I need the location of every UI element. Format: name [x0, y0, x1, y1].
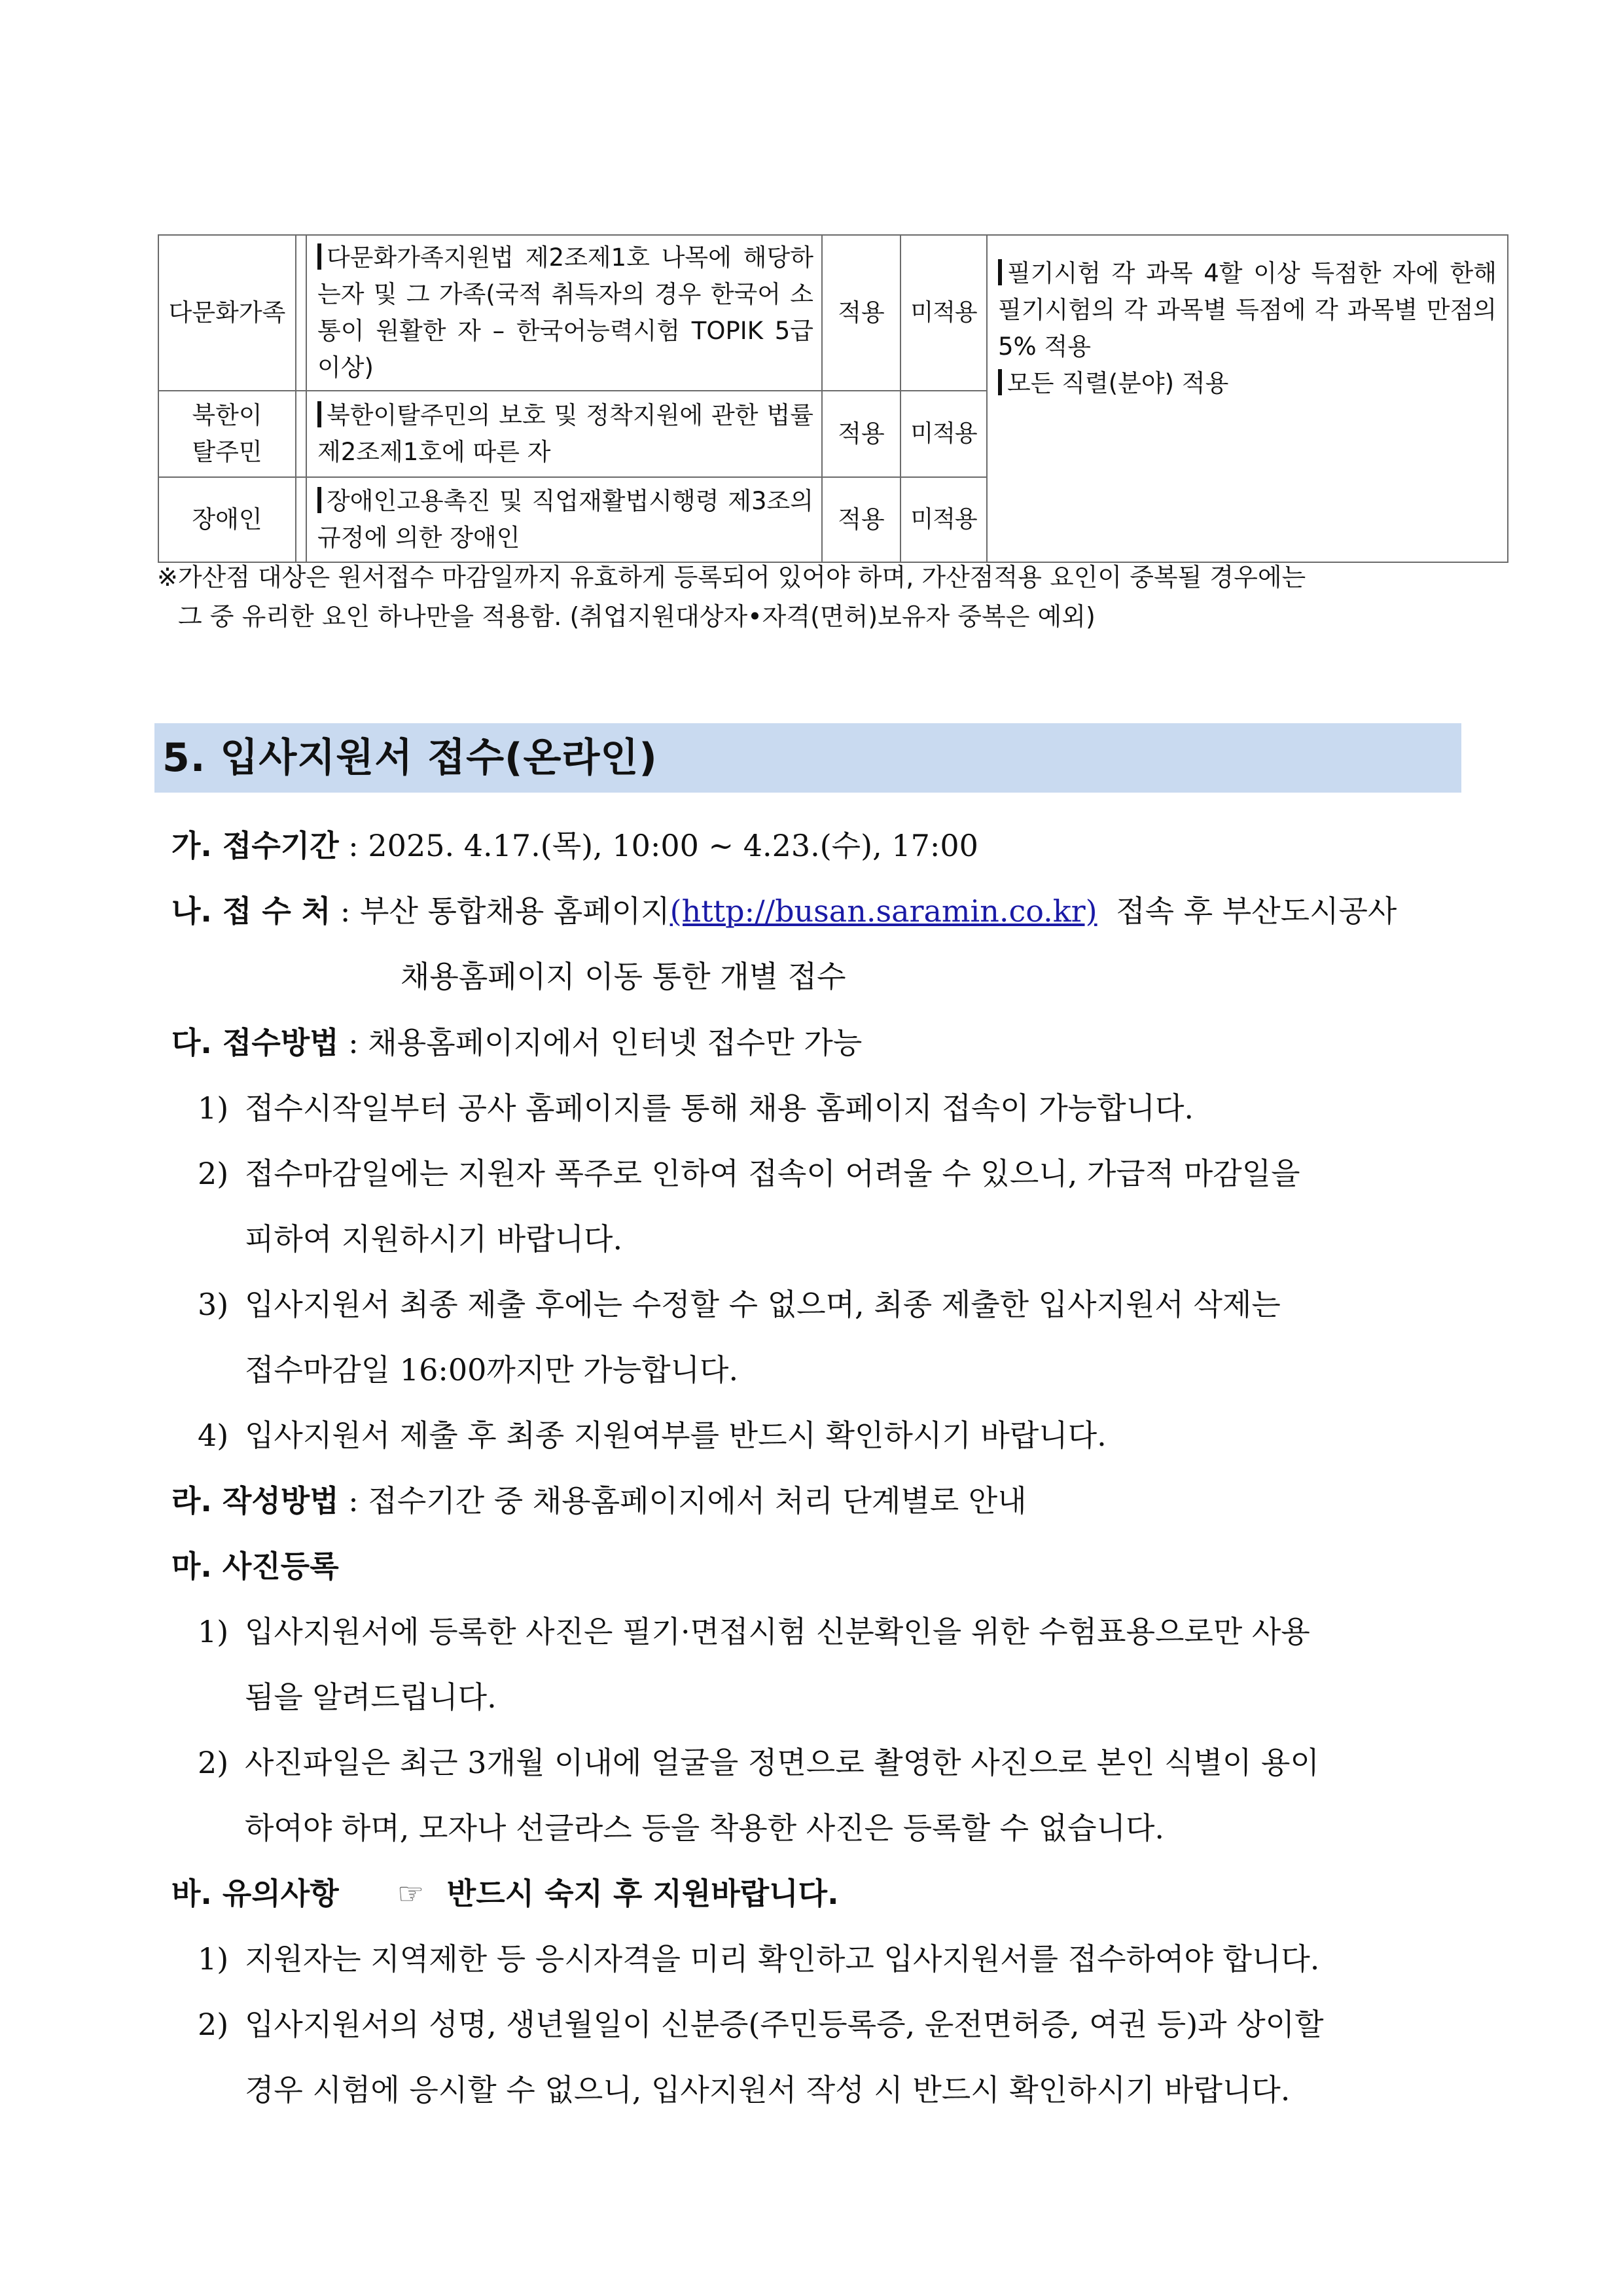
description-cell: 북한이탈주민의 보호 및 정착지원에 관한 법률 제2조제1호에 따른 자	[306, 391, 822, 477]
item-ga: 가. 접수기간 : 2025. 4.17.(목), 10:00 ~ 4.23.(수), 17:00	[171, 828, 978, 863]
section-header	[154, 723, 1461, 793]
item-na-line2: 채용홈페이지 이동 통한 개별 접수	[401, 959, 846, 994]
list-item: 2) 사진파일은 최근 3개월 이내에 얼굴을 정면으로 촬영한 사진으로 본인 식별이 용이	[198, 1745, 1319, 1780]
list-item: 3) 입사지원서 최종 제출 후에는 수정할 수 없으며, 최종 제출한 입사지원서 삭제는	[198, 1287, 1281, 1322]
homepage-link[interactable]: (http://busan.saramin.co.kr)	[669, 893, 1097, 929]
note-cell: 필기시험 각 과목 4할 이상 득점한 자에 한해 필기시험의 각 과목별 득점에 각 과목별 만점의 5% 적용 모든 직렬(분야) 적용	[987, 235, 1508, 562]
apply-cell: 적용	[822, 235, 901, 391]
apply-cell: 적용	[822, 391, 901, 477]
bullet-bar	[317, 401, 321, 427]
category-cell: 다문화가족	[158, 235, 296, 391]
list-item-cont: 됨을 알려드립니다.	[245, 1679, 497, 1715]
description-cell: 장애인고용촉진 및 직업재활법시행령 제3조의 규정에 의한 장애인	[306, 477, 822, 562]
footnote: ※가산점 대상은 원서접수 마감일까지 유효하게 등록되어 있어야 하며, 가산점적용 요인이 중복될 경우에는 그 중 유리한 요인 하나만을 적용함. (취업지원대상자•자격(면허)보유자 중복은 예외)	[157, 563, 1306, 631]
pointing-hand-icon: ☞	[397, 1876, 425, 1911]
list-item-cont: 하여야 하며, 모자나 선글라스 등을 착용한 사진은 등록할 수 없습니다.	[245, 1810, 1165, 1846]
list-item: 4) 입사지원서 제출 후 최종 지원여부를 반드시 확인하시기 바랍니다.	[198, 1418, 1107, 1453]
list-item-cont: 경우 시험에 응시할 수 없으니, 입사지원서 작성 시 반드시 확인하시기 바랍니다.	[245, 2072, 1291, 2108]
list-item: 1) 접수시작일부터 공사 홈페이지를 통해 채용 홈페이지 접속이 가능합니다.	[198, 1090, 1194, 1126]
not-apply-cell: 미적용	[901, 477, 987, 562]
list-item: 1) 입사지원서에 등록한 사진은 필기·면접시험 신분확인을 위한 수험표용으로만 사용	[198, 1614, 1310, 1649]
item-ma: 마. 사진등록	[171, 1549, 339, 1584]
category-cell: 장애인	[158, 477, 296, 562]
description-cell: 다문화가족지원법 제2조제1호 나목에 해당하는자 및 그 가족(국적 취득자의 경우 한국어 소통이 원활한 자 – 한국어능력시험 TOPIK 5급 이상)	[306, 235, 822, 391]
bullet-bar	[998, 369, 1002, 395]
not-apply-cell: 미적용	[901, 391, 987, 477]
bullet-bar	[317, 243, 321, 270]
bullet-bar	[317, 487, 321, 513]
list-item: 1) 지원자는 지역제한 등 응시자격을 미리 확인하고 입사지원서를 접수하여야 합니다.	[198, 1941, 1320, 1977]
section-title: 5. 입사지원서 접수(온라인)	[162, 735, 658, 781]
category-cell: 북한이탈주민	[158, 391, 296, 477]
bullet-bar	[998, 259, 1002, 285]
list-item: 2) 접수마감일에는 지원자 폭주로 인하여 접속이 어려울 수 있으니, 가급적 마감일을	[198, 1156, 1300, 1191]
item-ba: 바. 유의사항 ☞ 반드시 숙지 후 지원바랍니다.	[171, 1876, 839, 1911]
bonus-points-table	[158, 234, 1508, 563]
apply-cell: 적용	[822, 477, 901, 562]
item-ra: 라. 작성방법 : 접수기간 중 채용홈페이지에서 처리 단계별로 안내	[171, 1483, 1027, 1518]
item-da: 다. 접수방법 : 채용홈페이지에서 인터넷 접수만 가능	[171, 1025, 863, 1060]
item-na: 나. 접 수 처 : 부산 통합채용 홈페이지(http://busan.saramin.co.kr) 접속 후 부산도시공사	[171, 893, 1397, 929]
table-row	[158, 235, 1508, 391]
not-apply-cell: 미적용	[901, 235, 987, 391]
list-item-cont: 피하여 지원하시기 바랍니다.	[245, 1221, 623, 1257]
list-item: 2) 입사지원서의 성명, 생년월일이 신분증(주민등록증, 운전면허증, 여권 등)과 상이할	[198, 2007, 1324, 2042]
list-item-cont: 접수마감일 16:00까지만 가능합니다.	[245, 1352, 739, 1388]
